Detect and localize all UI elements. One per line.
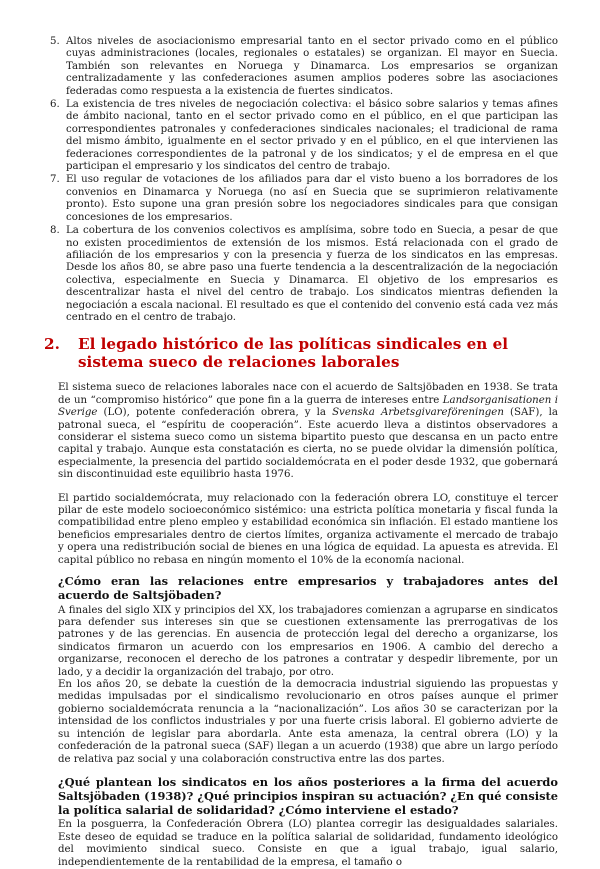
list-item <box>50 174 558 224</box>
question-heading: ¿Qué plantean los sindicatos en los años posteriores a la firma del acuerdo Saltsjöbaden (1938)? ¿Qué principios inspiran su actuación? ¿En qué consiste la política salarial de solidaridad? ¿Cómo interviene el estado? <box>58 774 558 817</box>
section-heading <box>44 335 558 372</box>
list-number: 8. <box>50 225 60 237</box>
document-page <box>44 36 559 869</box>
list-item <box>50 225 558 324</box>
list-number: 6. <box>50 99 60 111</box>
numbered-list <box>50 36 558 324</box>
paragraph-social-democrat: El partido socialdemócrata, muy relacionado con la federación obrera LO, constituye el tercer pilar de este modelo socioeconómico sistémico: una estricta política monetaria y fiscal funda la compatibilidad entre pleno empleo y estabilidad económica sin inflación. El estado mantiene los beneficios empresariales dentro de ciertos límites, organiza activamente el mercado de trabajo y opera una redistribución social de bienes en una lógica de equidad. La apuesta es atrevida. El capital público no rebasa en ningún momento el 10% de la economía nacional. <box>58 492 558 566</box>
answer-paragraph: En la posguerra, la Confederación Obrera (LO) plantea corregir las desigualdades salariales. Este deseo de equidad se traduce en la política salarial de solidaridad, fundamento ideológico del movimiento sindical sueco. Consiste en que a igual trabajo, igual salario, independientemente de la rentabilidad de la empresa, el tamaño o <box>58 819 558 868</box>
answer-paragraph: A finales del siglo XIX y principios del XX, los trabajadores comienzan a agruparse en sindicatos para defender sus intereses sin que se cuestionen extensamente las prerrogativas de los patrones y de las gerencias. En ausencia de protección legal del derecho a organizarse, los sindicatos firmaron un acuerdo con los empresarios en 1906. A cambio del derecho a organizarse, reconocen el derecho de los patrones a contratar y despedir libremente, por un lado, y a decidir la organización del trabajo, por otro. <box>58 604 558 678</box>
list-item <box>50 99 558 173</box>
section-title: El legado histórico de las políticas sindicales en el sistema sueco de relaciones laborales <box>78 335 509 372</box>
list-item-text: La cobertura de los convenios colectivos es amplísima, sobre todo en Suecia, a pesar de que no existen procedimientos de extensión de los mismos. Está relacionada con el grado de afiliación de los empresarios y con la presencia y fuerza de los sindicatos en las empresas. Desde los años 80, se abre paso una fuerte tendencia a la descentralización de la negociación colectiva, especialmente en Suecia y Dinamarca. El objetivo de los empresarios es descentralizar hasta el nivel del centro de trabajo. Los sindicatos mientras defienden la negociación a escala nacional. El resultado es que el contenido del convenio está cada vez más centrado en el centro de trabajo. <box>66 225 558 323</box>
question-heading: ¿Cómo eran las relaciones entre empresarios y trabajadores antes del acuerdo de Saltsjöbaden? <box>58 574 558 602</box>
paragraph-text: El sistema sueco de relaciones laborales nace con el acuerdo de Saltsjöbaden en 1938. Se trata de un “compromiso histórico” que pone fin a la guerra de intereses entre <box>58 382 558 406</box>
org-name-saf: Svenska Arbetsgivareföreningen <box>332 407 504 419</box>
list-item-text: Altos niveles de asociacionismo empresarial tanto en el sector privado como en el público cuyas administraciones (locales, regionales o estatales) se organizan. El mayor en Suecia. También son relevantes en Noruega y Dinamarca. Los empresarios se organizan centralizadamente y las confederaciones asumen amplios poderes sobre las asociaciones federadas como respuesta a la existencia de fuertes sindicatos. <box>66 36 558 97</box>
list-item-text: El uso regular de votaciones de los afiliados para dar el visto bueno a los borradores de los convenios en Dinamarca y Noruega (no así en Suecia que se suprimieron relativamente pronto). Esto supone una gran presión sobre los negociadores sindicales para que consigan concesiones de los empresarios. <box>66 174 558 223</box>
paragraph-text: (SAF), la patronal sueca, el “espíritu de cooperación”. Este acuerdo lleva a distintos observadores a considerar el sistema sueco como un sistema bipartito puesto que descansa en un pacto entre capital y trabajo. Aunque esta constatación es cierta, no se puede olvidar la dimensión política, especialmente, la presencia del partido socialdemócrata en el poder desde 1932, que gobernará sin discontinuidad este equilibrio hasta 1976. <box>58 407 559 481</box>
list-item-text: La existencia de tres niveles de negociación colectiva: el básico sobre salarios y temas afines de ámbito nacional, tanto en el sector privado como en el público, en el que participan las correspondientes patronales y confederaciones sindicales nacionales; el tradicional de rama del mismo ámbito, igualmente en el sector privado y en el público, en el que intervienen las federaciones correspondientes de la patronal y de los sindicatos; y el de empresa en el que participan el empresario y los sindicatos del centro de trabajo. <box>66 99 558 173</box>
org-name-lo: Landsorganisationen i Sverige <box>58 394 558 419</box>
answer-paragraph: En los años 20, se debate la cuestión de la democracia industrial siguiendo las propuestas y medidas impulsadas por el sindicalismo revolucionario en otros países aunque el primer gobierno socialdemócrata renuncia a la “nacionalización”. Los años 30 se caracterizan por la intensidad de los conflictos industriales y por una fuerte crisis laboral. El gobierno advierte de su intención de legislar para abordarla. Ante esta amenaza, la central obrera (LO) y la confederación de la patronal sueca (SAF) llegan a un acuerdo (1938) que abre un largo período de relativa paz social y una colaboración constructiva entre las dos partes. <box>58 679 558 765</box>
paragraph-text: (LO), potente confederación obrera, y la <box>97 407 333 419</box>
list-item <box>50 36 558 98</box>
paragraph-intro <box>58 382 558 481</box>
list-number: 5. <box>50 36 60 47</box>
list-number: 7. <box>50 174 60 186</box>
section-number: 2. <box>44 335 60 354</box>
